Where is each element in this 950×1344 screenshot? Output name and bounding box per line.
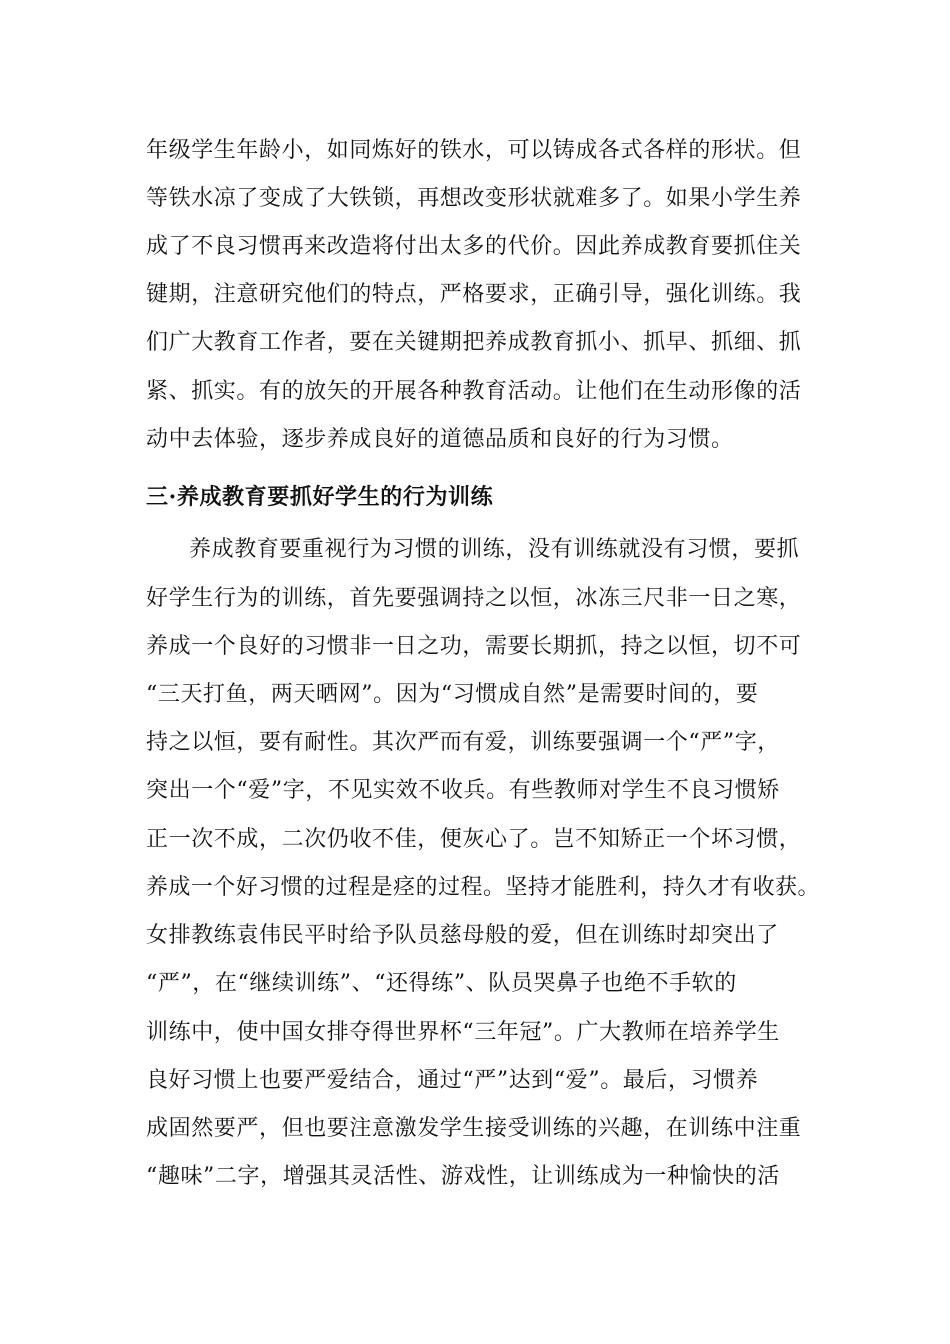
section-heading: 三·养成教育要抓好学生的行为训练	[146, 484, 494, 510]
paragraph-first-line: 养成教育要重视行为习惯的训练，没有训练就没有习惯，要抓	[189, 537, 800, 562]
paragraph-line: 正一次不成，二次仍收不佳，便灰心了。岂不知矫正一个坏习惯，	[146, 827, 802, 852]
paragraph-line: “趣味”二字，增强其灵活性、游戏性，让训练成为一种愉快的活	[146, 1164, 780, 1189]
paragraph-line: 持之以恒，要有耐性。其次严而有爱，训练要强调一个“严”字，	[146, 730, 780, 755]
paragraph-line: 突出一个“爱”字，不见实效不收兵。有些教师对学生不良习惯矫	[146, 778, 780, 803]
paragraph-line: 养成一个良好的习惯非一日之功，需要长期抓，持之以恒，切不可	[146, 634, 802, 659]
paragraph-line: 良好习惯上也要严爱结合，通过“严”达到“爱”。最后，习惯养	[146, 1068, 759, 1093]
paragraph-line: 训练中，使中国女排夺得世界杯“三年冠”。广大教师在培养学生	[146, 1020, 780, 1045]
paragraph-line: 成了不良习惯再来改造将付出太多的代价。因此养成教育要抓住关	[146, 234, 802, 259]
paragraph-line: 们广大教育工作者，要在关键期把养成教育抓小、抓早、抓细、抓	[146, 330, 802, 355]
paragraph-line: 键期，注意研究他们的特点，严格要求，正确引导，强化训练。我	[146, 282, 802, 307]
paragraph-line: 成固然要严，但也要注意激发学生接受训练的兴趣，在训练中注重	[146, 1116, 802, 1141]
paragraph-line: “严”，在“继续训练”、“还得练”、队员哭鼻子也绝不手软的	[146, 971, 737, 996]
paragraph-line: 女排教练袁伟民平时给予队员慈母般的爱，但在训练时却突出了	[146, 923, 779, 948]
paragraph-line: 年级学生年龄小，如同炼好的铁水，可以铸成各式各样的形状。但	[146, 138, 802, 163]
paragraph-line: 好学生行为的训练，首先要强调持之以恒，冰冻三尺非一日之寒，	[146, 586, 802, 611]
paragraph-line: 动中去体验，逐步养成良好的道德品质和良好的行为习惯。	[146, 427, 734, 452]
paragraph-line: 紧、抓实。有的放矢的开展各种教育活动。让他们在生动形像的活	[146, 379, 802, 404]
paragraph-line: “三天打鱼，两天晒网”。因为“习惯成自然”是需要时间的，要	[146, 682, 759, 707]
paragraph-line: 养成一个好习惯的过程是痉的过程。坚持才能胜利，持久才有收获。	[146, 875, 821, 900]
paragraph-line: 等铁水凉了变成了大铁锁，再想改变形状就难多了。如果小学生养	[146, 186, 802, 211]
